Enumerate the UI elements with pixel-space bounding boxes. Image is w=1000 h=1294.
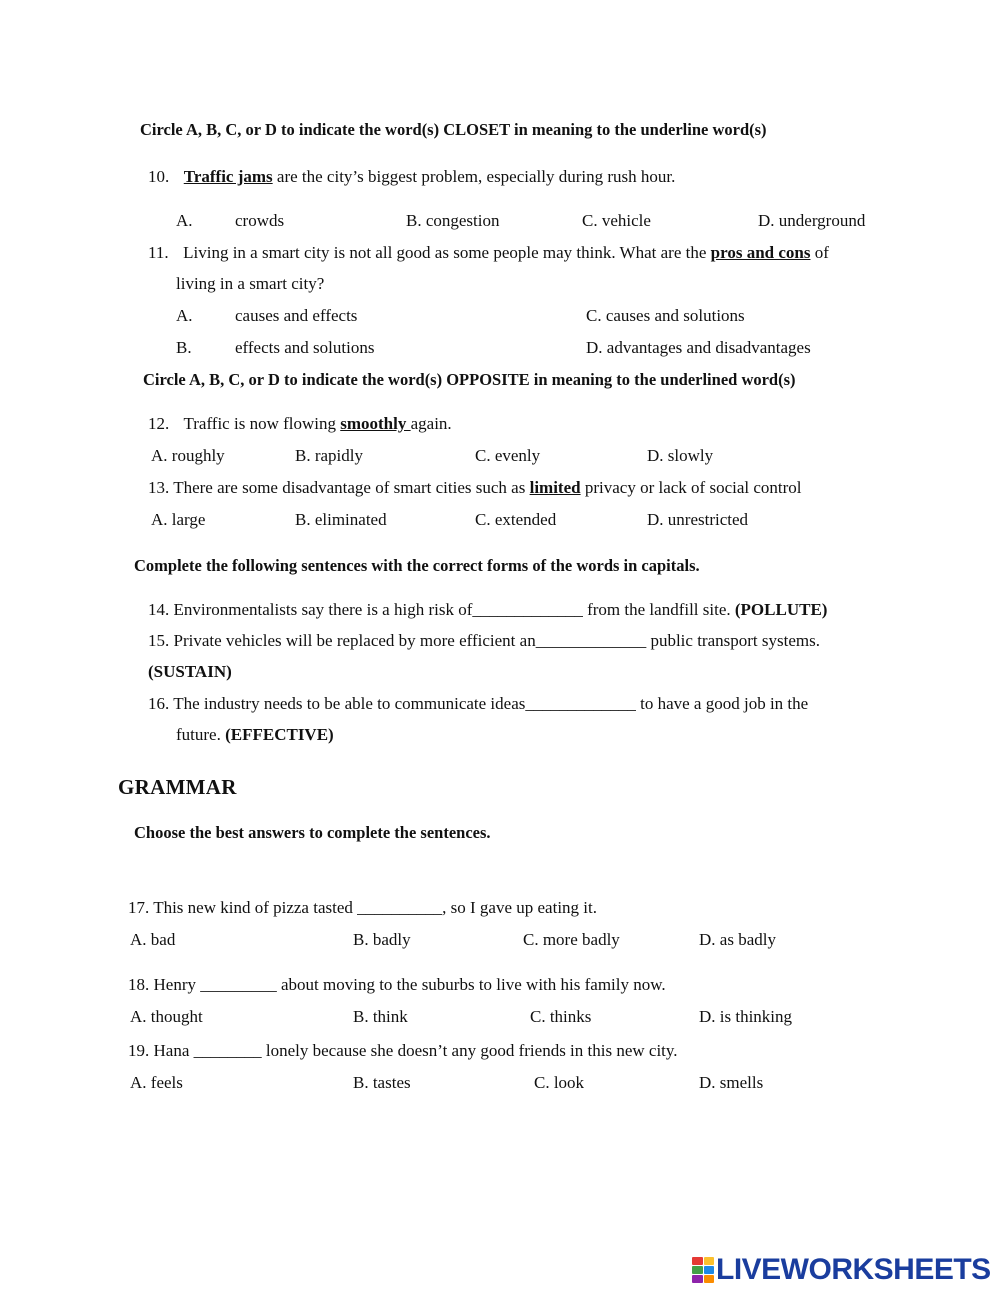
logo-block (692, 1257, 703, 1265)
logo-block (692, 1275, 703, 1283)
question-text: 13. There are some disadvantage of smart cities such as (148, 478, 530, 497)
question-15[interactable]: 15. Private vehicles will be replaced by more efficient an_____________ public transport systems. (148, 631, 820, 650)
grammar-instructions: Choose the best answers to complete the sentences. (134, 823, 491, 842)
option-a-letter[interactable]: A. (176, 211, 193, 230)
logo-mark-icon (692, 1257, 714, 1283)
option-d[interactable]: D. advantages and disadvantages (586, 338, 811, 357)
capital-word: (POLLUTE) (734, 600, 828, 619)
logo-block (692, 1266, 703, 1274)
option-a-letter[interactable]: A. (176, 306, 193, 325)
question-text: 14. Environmentalists say there is a high risk of_____________ from the landfill site. (148, 600, 735, 619)
option-c[interactable]: C. look (534, 1073, 585, 1092)
question-16-line2 (176, 725, 334, 745)
option-d[interactable]: D. underground (758, 211, 866, 230)
option-b[interactable]: B. badly (353, 930, 411, 949)
question-11 (148, 243, 829, 263)
question-14[interactable] (148, 600, 827, 620)
option-a[interactable]: A. bad (130, 930, 176, 949)
question-number: 10. (148, 167, 170, 186)
option-c[interactable]: C. extended (475, 510, 557, 529)
question-text: are the city’s biggest problem, especially during rush hour. (272, 167, 676, 186)
underlined-word: Traffic jams (183, 167, 273, 186)
underlined-word: limited (529, 478, 581, 497)
option-a-text[interactable]: crowds (235, 211, 285, 230)
option-d[interactable]: D. slowly (647, 446, 714, 465)
question-11-line2: living in a smart city? (176, 274, 325, 293)
option-b[interactable]: B. rapidly (295, 446, 363, 465)
question-text: Living in a smart city is not all good as some people may think. What are the (183, 243, 711, 262)
option-a[interactable]: A. large (151, 510, 206, 529)
option-a[interactable]: A. feels (130, 1073, 183, 1092)
liveworksheets-logo (692, 1253, 991, 1287)
option-c[interactable]: C. evenly (475, 446, 541, 465)
option-b[interactable]: B. congestion (406, 211, 500, 230)
question-16[interactable]: 16. The industry needs to be able to communicate ideas_____________ to have a good job in the (148, 694, 809, 713)
section-heading-word-forms: Complete the following sentences with the correct forms of the words in capitals. (134, 556, 700, 575)
question-13 (148, 478, 802, 498)
option-b[interactable]: B. eliminated (295, 510, 387, 529)
question-text-end: of (810, 243, 829, 262)
question-19: 19. Hana ________ lonely because she doesn’t any good friends in this new city. (128, 1041, 678, 1060)
option-d[interactable]: D. smells (699, 1073, 764, 1092)
section-heading-opposite: Circle A, B, C, or D to indicate the word(s) OPPOSITE in meaning to the underlined word(s) (143, 370, 796, 389)
question-10 (148, 167, 675, 187)
option-c[interactable]: C. more badly (523, 930, 620, 949)
option-b-letter[interactable]: B. (176, 338, 192, 357)
logo-text: LIVEWORKSHEETS (716, 1253, 991, 1286)
underlined-word: pros and cons (710, 243, 811, 262)
question-number: 11. (148, 243, 169, 262)
option-c[interactable]: C. causes and solutions (586, 306, 745, 325)
capital-word: (EFFECTIVE) (225, 725, 334, 744)
option-d[interactable]: D. is thinking (699, 1007, 793, 1026)
underlined-word: smoothly (340, 414, 411, 433)
option-d[interactable]: D. unrestricted (647, 510, 749, 529)
capital-word: (SUSTAIN) (148, 662, 232, 681)
logo-block (704, 1266, 715, 1274)
option-a[interactable]: A. roughly (151, 446, 225, 465)
section-heading-closest: Circle A, B, C, or D to indicate the word(s) CLOSET in meaning to the underline word(s) (140, 120, 767, 139)
question-text-end: again. (410, 414, 452, 433)
question-text: Traffic is now flowing (183, 414, 341, 433)
option-d[interactable]: D. as badly (699, 930, 776, 949)
option-c[interactable]: C. vehicle (582, 211, 651, 230)
question-17: 17. This new kind of pizza tasted __________, so I gave up eating it. (128, 898, 597, 917)
option-a[interactable]: A. thought (130, 1007, 203, 1026)
question-18: 18. Henry _________ about moving to the suburbs to live with his family now. (128, 975, 666, 994)
logo-block (704, 1275, 715, 1283)
question-text: future. (176, 725, 226, 744)
question-12 (148, 414, 452, 434)
option-c[interactable]: C. thinks (530, 1007, 592, 1026)
question-number: 12. (148, 414, 170, 433)
option-b[interactable]: B. tastes (353, 1073, 411, 1092)
logo-block (704, 1257, 715, 1265)
section-title-grammar: GRAMMAR (118, 775, 237, 799)
option-b[interactable]: B. think (353, 1007, 408, 1026)
option-a-text[interactable]: causes and effects (235, 306, 358, 325)
option-b-text[interactable]: effects and solutions (235, 338, 375, 357)
question-text-end: privacy or lack of social control (580, 478, 802, 497)
